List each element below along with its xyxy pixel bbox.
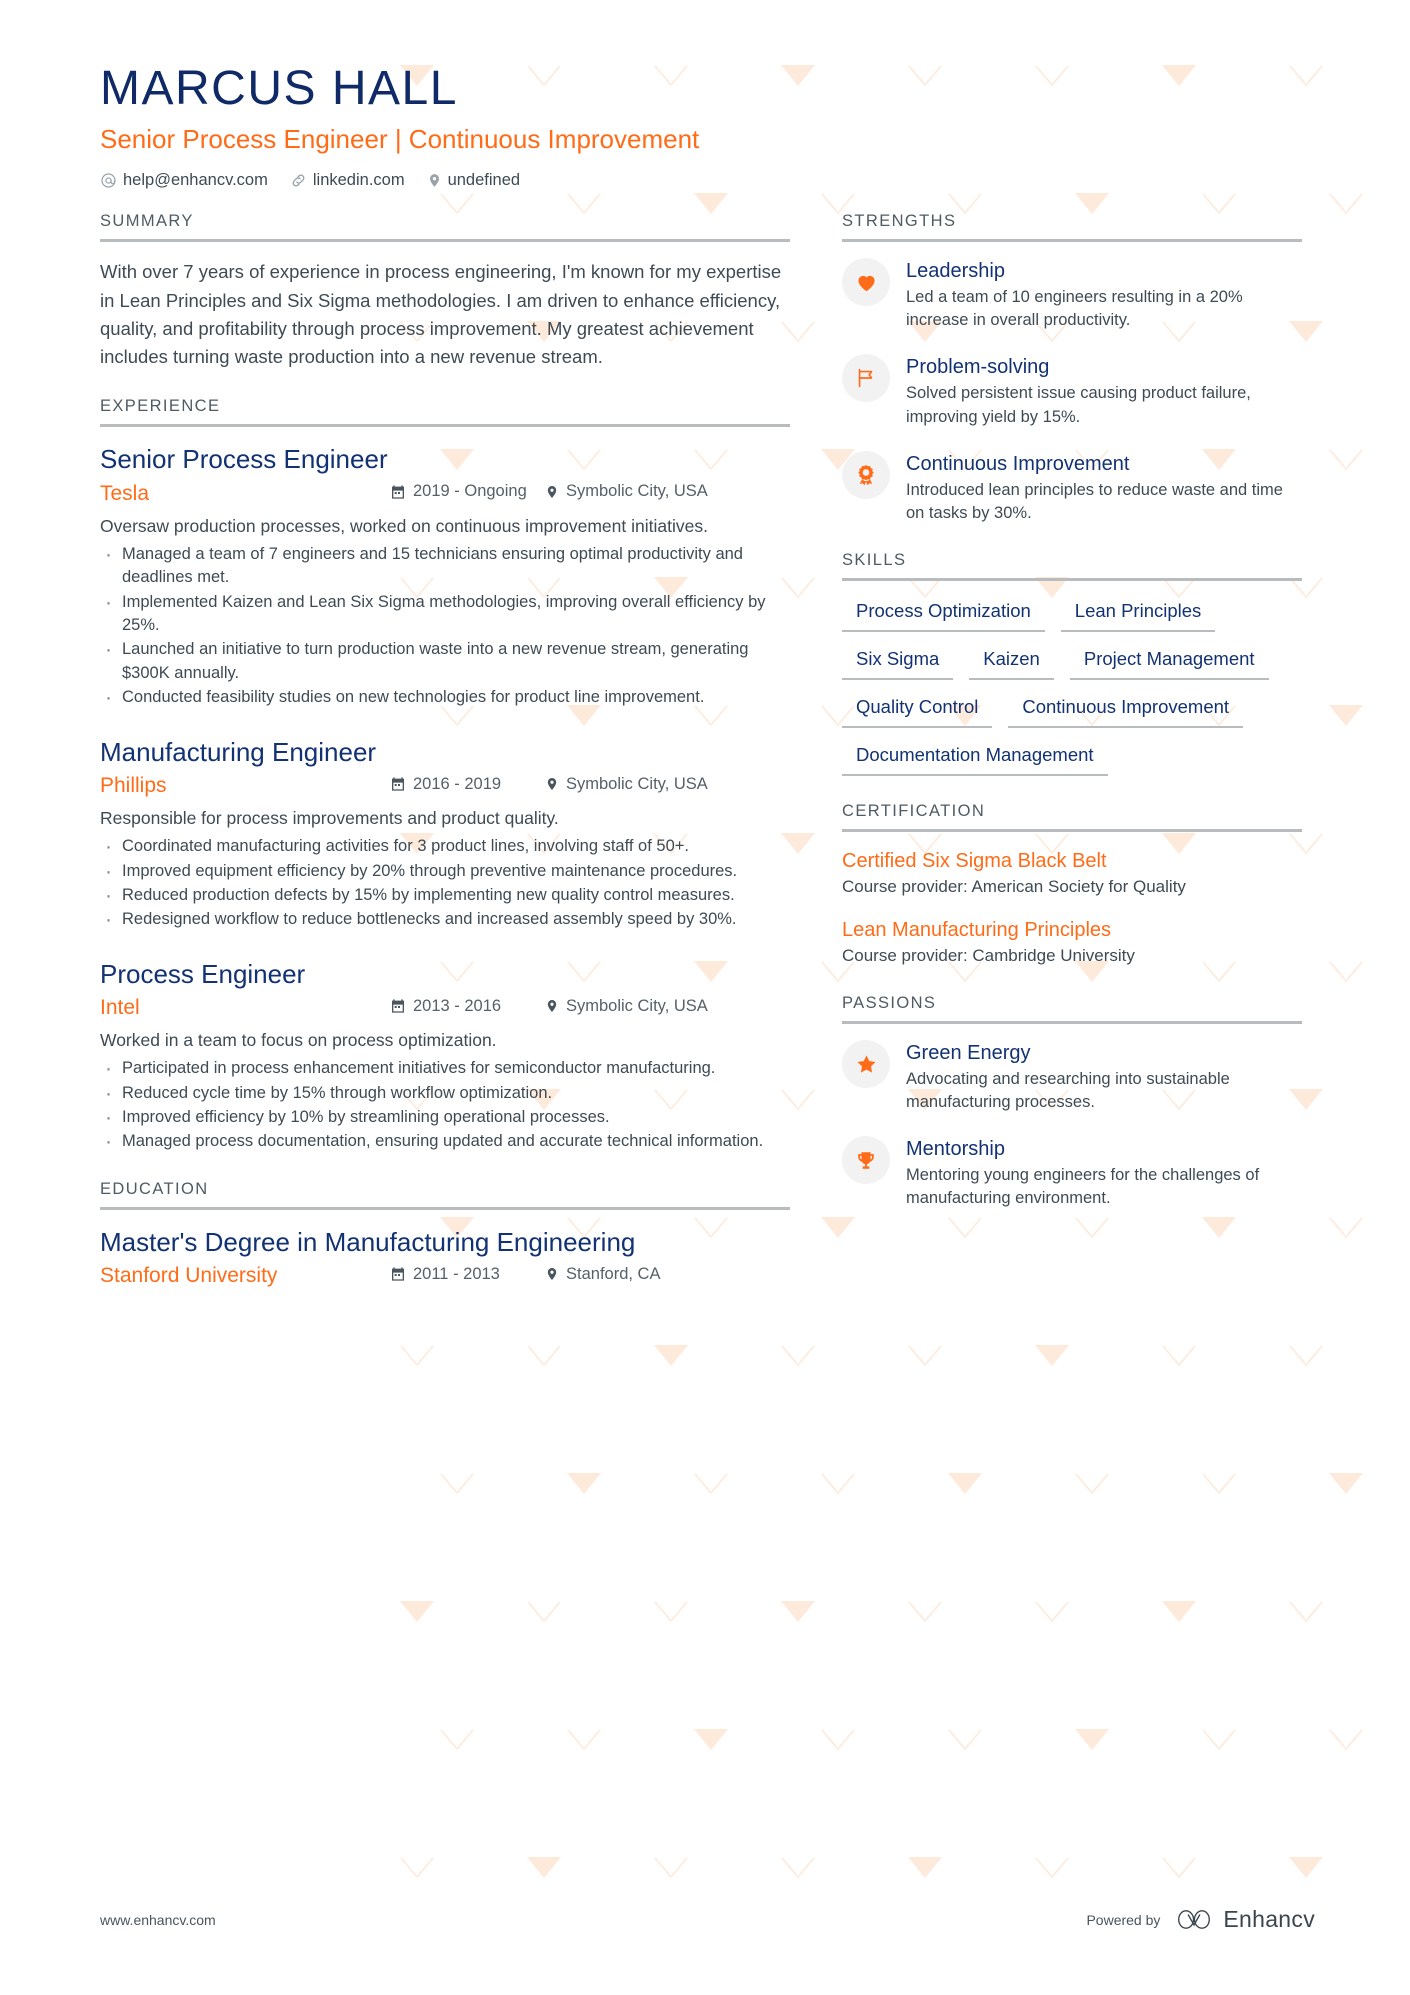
summary-text: With over 7 years of experience in process engineering, I'm known for my expertise in Lean Principles and Six Sigma methodologies. I am driven to enhance efficiency, quality, and profitability through process improvement. My greatest achievement includes turning waste production into a new revenue stream. [100,261,782,368]
section-title-summary: SUMMARY [100,212,194,231]
location-pin-icon [427,172,442,189]
chevron-outline-icon [908,1601,942,1623]
experience-meta [100,482,790,506]
section-divider [842,239,1302,242]
section-title-strengths: STRENGTHS [842,212,957,231]
experience-description: Responsible for process improvements and product quality. [100,808,559,829]
experience-entry [100,958,790,1154]
strength-item [842,258,1302,332]
education-school: Stanford University [100,1264,278,1288]
experience-bullet: · Coordinated manufacturing activities for 3 product lines, involving staff of 50+. [100,835,790,858]
experience-job-title: Process Engineer [100,958,306,989]
strength-title: Leadership [906,260,1005,283]
experience-meta [100,996,790,1020]
chevron-filled-icon [1075,1729,1109,1750]
education-list [100,1226,790,1289]
experience-company: Tesla [100,481,150,505]
chevron-outline-icon [1289,1345,1323,1367]
certification-provider: Course provider: American Society for Quality [842,877,1186,897]
contact-location-text: undefined [447,171,521,190]
calendar-icon [390,1266,406,1282]
section-skills [842,551,1302,777]
certification-name: Certified Six Sigma Black Belt [842,850,1107,873]
experience-description: Oversaw production processes, worked on continuous improvement initiatives. [100,515,708,536]
footer-url[interactable]: www.enhancv.com [100,1911,216,1928]
chevron-filled-icon [1035,1345,1069,1366]
chevron-outline-icon [527,1601,561,1623]
strength-title: Continuous Improvement [906,452,1130,475]
strength-description: Led a team of 10 engineers resulting in a 20% increase in overall productivity. [906,288,1243,330]
skill-tag[interactable]: Continuous Improvement [1008,693,1243,728]
strength-title: Problem-solving [906,356,1050,379]
experience-description: Worked in a team to focus on process optimization. [100,1030,497,1051]
enhancv-brand-name: Enhancv [1223,1906,1315,1932]
powered-by-label: Powered by [1086,1911,1161,1928]
passion-title: Green Energy [906,1042,1031,1065]
section-divider [842,829,1302,832]
experience-bullet: · Participated in process enhancement initiatives for semiconductor manufacturing. [100,1057,790,1080]
experience-company: Phillips [100,774,167,798]
passion-body [906,1136,1302,1210]
skill-tag[interactable]: Documentation Management [842,741,1108,776]
experience-location-text: Symbolic City, USA [566,482,708,501]
experience-bullet: · Implemented Kaizen and Lean Six Sigma methodologies, improving overall efficiency by 25%. [100,591,790,638]
section-divider [100,424,790,427]
experience-location-text: Symbolic City, USA [566,996,708,1015]
contact-list [100,171,1315,190]
education-dates-text: 2011 - 2013 [413,1264,500,1283]
chevron-outline-icon [567,1729,601,1751]
calendar-icon [390,776,406,792]
experience-bullet-list [100,1057,790,1154]
section-passions [842,994,1302,1210]
education-location-text: Stanford, CA [566,1264,661,1283]
experience-bullet-list [100,543,790,710]
experience-location [545,482,708,501]
chevron-outline-icon [948,1729,982,1751]
calendar-icon [390,484,406,500]
experience-bullet: · Managed process documentation, ensuring updated and accurate technical information. [100,1130,790,1153]
section-education [100,1180,790,1289]
experience-bullet: · Conducted feasibility studies on new technologies for product line improvement. [100,686,790,709]
passions-list [842,1040,1302,1210]
strength-description: Solved persistent issue causing product failure, improving yield by 15%. [906,384,1251,426]
strength-item [842,451,1302,525]
section-title-experience: EXPERIENCE [100,397,221,416]
passion-item [842,1136,1302,1210]
certification-list [842,848,1302,968]
location-pin-icon [545,1266,559,1282]
experience-location [545,997,708,1016]
chevron-filled-icon [1162,1601,1196,1622]
strength-body [906,258,1302,332]
chevron-outline-icon [440,1729,474,1751]
certification-entry [842,917,1302,968]
experience-bullet: · Reduced production defects by 15% by implementing new quality control measures. [100,884,790,907]
section-title-passions: PASSIONS [842,994,937,1013]
calendar-icon [390,998,406,1014]
chevron-filled-icon [654,1345,688,1366]
chevron-filled-icon [948,1473,982,1494]
experience-dates-text: 2019 - Ongoing [413,482,527,501]
strength-body [906,354,1302,428]
strength-description: Introduced lean principles to reduce waste and time on tasks by 30%. [906,480,1283,522]
experience-dates [390,775,545,794]
location-pin-icon [545,776,559,792]
experience-bullet: · Improved equipment efficiency by 20% through preventive maintenance procedures. [100,860,790,883]
experience-entry [100,736,790,932]
contact-email-text: help@enhancv.com [123,171,268,190]
skill-tag[interactable]: Project Management [1070,645,1269,680]
experience-dates-text: 2016 - 2019 [413,774,502,793]
at-icon [100,172,117,189]
section-divider [842,1021,1302,1024]
section-summary [100,212,790,371]
chevron-outline-icon [1035,1857,1069,1879]
skill-tag[interactable]: Lean Principles [1061,597,1216,632]
resume-header [100,62,1315,190]
chevron-outline-icon [781,1857,815,1879]
chevron-outline-icon [440,1473,474,1495]
strengths-list [842,258,1302,525]
star-icon [842,1040,890,1088]
chevron-filled-icon [908,1857,942,1878]
certification-entry [842,848,1302,899]
passion-title: Mentorship [906,1138,1005,1161]
contact-location [427,171,521,190]
skill-tag[interactable]: Process Optimization [842,597,1045,632]
chevron-filled-icon [527,1857,561,1878]
experience-bullet-list [100,835,790,932]
education-location [545,1265,660,1284]
section-divider [100,239,790,242]
footer-brand-area [1086,1906,1315,1933]
chevron-filled-icon [781,1601,815,1622]
columns [100,212,1315,1314]
section-title-certification: CERTIFICATION [842,802,986,821]
chevron-filled-icon [1329,1473,1363,1494]
chevron-outline-icon [654,1857,688,1879]
experience-entry [100,443,790,709]
experience-bullet: · Launched an initiative to turn production waste into a new revenue stream, generating $300K annually. [100,638,790,685]
experience-job-title: Manufacturing Engineer [100,736,377,767]
chevron-outline-icon [781,1345,815,1367]
section-title-skills: SKILLS [842,550,907,569]
experience-dates [390,997,545,1016]
education-entry [100,1226,790,1289]
chevron-outline-icon [1035,1601,1069,1623]
footer [100,1906,1315,1933]
contact-email[interactable] [100,171,268,190]
page-title: MARCUS HALL [100,62,458,115]
strength-body [906,451,1302,525]
chevron-outline-icon [1162,1345,1196,1367]
contact-linkedin-text: linkedin.com [312,171,405,190]
passion-description: Advocating and researching into sustainable manufacturing processes. [906,1070,1230,1112]
section-experience [100,397,790,1153]
experience-list [100,443,790,1153]
chevron-outline-icon [1202,1729,1236,1751]
chevron-outline-icon [527,1345,561,1367]
trophy-icon [842,1136,890,1184]
flag-icon [842,354,890,402]
experience-bullet: · Improved efficiency by 10% by streamlining operational processes. [100,1106,790,1129]
education-meta [100,1264,790,1288]
skill-tag[interactable]: Quality Control [842,693,992,728]
section-divider [842,578,1302,581]
experience-bullet: · Reduced cycle time by 15% through workflow optimization. [100,1082,790,1105]
experience-location [545,775,708,794]
chevron-outline-icon [694,1473,728,1495]
heart-icon [842,258,890,306]
chevron-outline-icon [400,1857,434,1879]
passion-description: Mentoring young engineers for the challenges of manufacturing environment. [906,1166,1260,1208]
certification-provider: Course provider: Cambridge University [842,946,1135,966]
contact-linkedin[interactable] [290,171,405,190]
skill-tag[interactable]: Six Sigma [842,645,953,680]
chevron-outline-icon [1289,1601,1323,1623]
chevron-filled-icon [1289,1857,1323,1878]
experience-job-title: Senior Process Engineer [100,444,388,475]
chevron-outline-icon [400,1345,434,1367]
chevron-outline-icon [1162,1857,1196,1879]
chevron-outline-icon [821,1729,855,1751]
skills-list [842,597,1302,777]
section-certification [842,802,1302,968]
education-dates [390,1265,545,1284]
passion-item [842,1040,1302,1114]
right-column [842,212,1302,1314]
location-pin-icon [545,484,559,500]
award-ribbon-icon [842,451,890,499]
chevron-outline-icon [1202,1473,1236,1495]
section-strengths [842,212,1302,525]
strength-item [842,354,1302,428]
section-divider [100,1207,790,1210]
skill-tag[interactable]: Kaizen [969,645,1054,680]
certification-name: Lean Manufacturing Principles [842,919,1112,942]
experience-company: Intel [100,996,140,1020]
section-title-education: EDUCATION [100,1179,209,1198]
experience-meta [100,774,790,798]
experience-dates [390,482,545,501]
chevron-filled-icon [567,1473,601,1494]
link-icon [290,172,307,189]
chevron-outline-icon [1329,1729,1363,1751]
chevron-outline-icon [654,1601,688,1623]
enhancv-logo [1174,1906,1315,1933]
experience-bullet: · Managed a team of 7 engineers and 15 technicians ensuring optimal productivity and deadlines met. [100,543,790,590]
passion-body [906,1040,1302,1114]
education-degree: Master's Degree in Manufacturing Engineering [100,1226,636,1257]
chevron-outline-icon [821,1473,855,1495]
professional-headline: Senior Process Engineer | Continuous Improvement [100,123,700,154]
experience-location-text: Symbolic City, USA [566,774,708,793]
experience-dates-text: 2013 - 2016 [413,996,502,1015]
chevron-outline-icon [908,1345,942,1367]
chevron-outline-icon [1075,1473,1109,1495]
experience-bullet: · Redesigned workflow to reduce bottlenecks and increased assembly speed by 30%. [100,908,790,931]
left-column [100,212,790,1314]
chevron-filled-icon [400,1601,434,1622]
chevron-filled-icon [694,1729,728,1750]
location-pin-icon [545,998,559,1014]
